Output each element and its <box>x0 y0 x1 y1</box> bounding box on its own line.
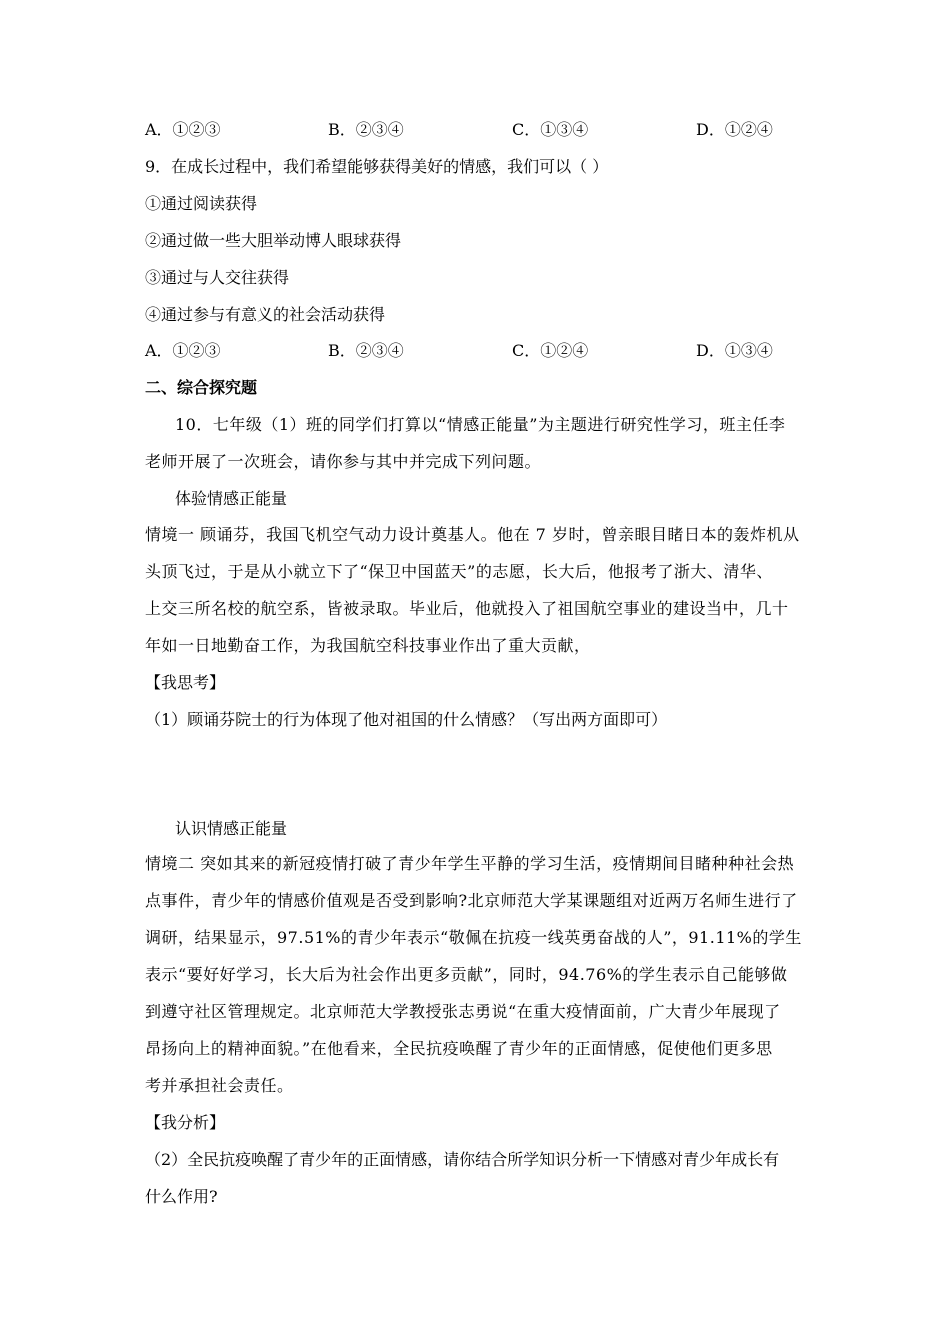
scenario1-line-2: 头顶飞过，于是从小就立下了“保卫中国蓝天”的志愿，长大后，他报考了浙大、清华、 <box>145 562 773 581</box>
scenario2-line-4: 表示“要好好学习，长大后为社会作出更多贡献”，同时，94.76%的学生表示自己能够做 <box>145 965 788 984</box>
scenario2-line-1: 情境二 突如其来的新冠疫情打破了青少年学生平静的学习生活，疫情期间目睹种种社会热 <box>145 854 795 873</box>
scenario1-line-1: 情境一 顾诵芬，我国飞机空气动力设计奠基人。他在 7 岁时，曾亲眼目睹日本的轰炸机从 <box>145 525 800 544</box>
q8-option-a[interactable]: A．①②③ <box>145 120 221 139</box>
q9-stem: 9．在成长过程中，我们希望能够获得美好的情感，我们可以（ ） <box>145 157 609 176</box>
q8-option-d[interactable]: D．①②④ <box>696 120 773 139</box>
q10-intro-line-2: 老师开展了一次班会，请你参与其中并完成下列问题。 <box>145 452 542 471</box>
q9-option-b[interactable]: B．②③④ <box>328 341 404 360</box>
scenario2-line-5: 到遵守社区管理规定。北京师范大学教授张志勇说“在重大疫情面前，广大青少年展现了 <box>145 1002 781 1021</box>
scenario2-line-7: 考并承担社会责任。 <box>145 1076 294 1095</box>
section-title: 二、综合探究题 <box>145 378 258 397</box>
part1-heading: 体验情感正能量 <box>175 489 288 508</box>
question-2-line-1: （2）全民抗疫唤醒了青少年的正面情感，请你结合所学知识分析一下情感对青少年成长有 <box>145 1150 780 1169</box>
part2-heading: 认识情感正能量 <box>175 819 288 838</box>
scenario1-line-4: 年如一日地勤奋工作，为我国航空科技事业作出了重大贡献， <box>145 636 591 655</box>
question-2-line-2: 什么作用? <box>145 1187 218 1206</box>
scenario2-line-3: 调研，结果显示，97.51%的青少年表示“敬佩在抗疫一线英勇奋战的人”，91.11%的学生 <box>145 928 802 947</box>
q9-option-a[interactable]: A．①②③ <box>145 341 221 360</box>
think-label: 【我思考】 <box>145 673 226 692</box>
q9-item-3: ③通过与人交往获得 <box>145 268 290 287</box>
scenario2-line-6: 昂扬向上的精神面貌。”在他看来，全民抗疫唤醒了青少年的正面情感，促使他们更多思 <box>145 1039 773 1058</box>
q9-item-2: ②通过做一些大胆举动博人眼球获得 <box>145 231 402 250</box>
analyze-label: 【我分析】 <box>145 1113 226 1132</box>
scenario1-line-3: 上交三所名校的航空系，皆被录取。毕业后，他就投入了祖国航空事业的建设当中，几十 <box>145 599 789 618</box>
q8-option-b[interactable]: B．②③④ <box>328 120 404 139</box>
q10-intro-line-1: 10．七年级（1）班的同学们打算以“情感正能量”为主题进行研究性学习，班主任李 <box>175 415 786 434</box>
q9-option-c[interactable]: C．①②④ <box>512 341 589 360</box>
scenario2-line-2: 点事件，青少年的情感价值观是否受到影响?北京师范大学某课题组对近两万名师生进行了 <box>145 891 798 910</box>
q9-item-1: ①通过阅读获得 <box>145 194 258 213</box>
q9-item-4: ④通过参与有意义的社会活动获得 <box>145 305 386 324</box>
q9-option-d[interactable]: D．①③④ <box>696 341 773 360</box>
q8-option-c[interactable]: C．①③④ <box>512 120 589 139</box>
question-1: （1）顾诵芬院士的行为体现了他对祖国的什么情感？（写出两方面即可） <box>145 710 668 729</box>
